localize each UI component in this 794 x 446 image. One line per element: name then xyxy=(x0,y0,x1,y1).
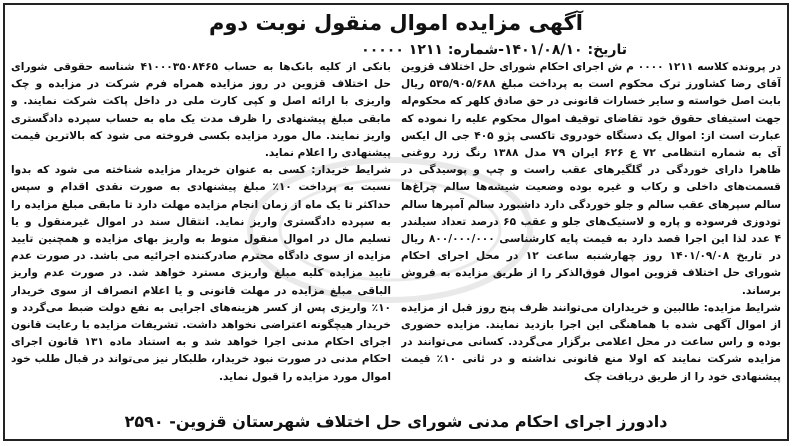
auction-notice xyxy=(3,3,789,441)
left-column xyxy=(11,59,391,407)
notice-signature: دادورز اجرای احکام مدنی شورای حل اختلاف شهرستان قزوین- ۲۵۹۰ xyxy=(124,412,668,431)
buyer-conditions-text: کسی به عنوان خریدار مزایده شناخته می شود که بدوا نسبت به پرداخت ۱۰٪ مبلغ پیشنهادی به صورت نقدی اقدام و سپس حداکثر تا یک ماه از زمان انجام مزایده مهلت دارد تا مابقی مبلغ مزایده را به سپرده دادگستری واریز نماید. انتقال سند در اموال غیرمنقول و یا تسلیم مال در اموال منقول منوط به واریز بهای مزایده و همچنین تایید مزایده از سوی دادگاه محترم صادرکننده اجرائیه می باشد. در صورت عدم تایید مزایده کلیه مبلغ واریزی مسترد خواهد شد. در صورت عدم واریز الباقی مبلغ مزایده در مهلت قانونی و یا اعلام انصراف از سوی خریدار ۱۰٪ واریزی پس از کسر هزینه‌های اجرایی به نفع دولت ضبط می‌گردد و خریدار هیچگونه اعتراضی نخواهد داشت. تشریفات مزایده با رعایت قانون اجرای احکام مدنی اجرا خواهد شد و به استناد ماده ۱۳۱ قانون اجرای احکام مدنی در صورت نبود خریدار، طلبکار نیز می‌تواند در قبال طلب خود اموال مورد مزایده را قبول نماید. xyxy=(11,164,391,383)
auction-conditions xyxy=(401,300,781,386)
notice-title: آگهی مزایده اموال منقول نوبت دوم xyxy=(208,11,583,35)
buyer-conditions-label: شرایط خریدار: xyxy=(311,164,391,177)
auction-conditions-label: شرایط مزایده: xyxy=(703,301,781,314)
buyer-conditions xyxy=(11,162,391,386)
notice-body xyxy=(11,59,781,407)
case-paragraph: در پرونده کلاسه ۱۲۱۱ ۰۰۰۰ م ش اجرای احکام شورای حل اختلاف قزوین آقای رضا کشاورز ترک محکوم است به پرداخت مبلغ ۵۳۵/۹۰۵/۶۸۸ ریال بابت اصل خواسته و سایر خسارات قانونی در حق صادق کلهر که محکوم‌له جهت استیفای حقوق خود تقاضای توقیف اموال محکوم علیه را نموده که عبارت است از: اموال یک دستگاه خودروی تاکسی پژو ۴۰۵ جی ال ایکس آی به شماره انتظامی ۷۲ ع ۶۲۶ ایران ۷۹ مدل ۱۳۸۸ رنگ زرد روغنی ظاهرا دارای خوردگی در گلگیرهای عقب راست و چپ و پوسیدگی در قسمت‌های داخلی و رکاب و غیره بوده وضعیت شیشه‌ها سالم چراغ‌ها سالم سپرهای عقب سالم و جلو خوردگی دارد داشبورد سالم آمپرها سالم تودوزی فرسوده و پاره و لاستیک‌های جلو و عقب ۶۵ درصد تعداد سیلندر ۴ عدد لذا این اجرا قصد دارد به قیمت پایه کارشناسی ۸۰۰/۰۰۰/۰۰۰ ریال در تاریخ ۱۴۰۱/۰۹/۰۸ روز چهارشنبه ساعت ۱۲ در محل اجرای احکام شورای حل اختلاف قزوین اموال فوق‌الذکر را از طریق مزایده به فروش برساند. xyxy=(401,61,781,297)
right-column xyxy=(401,59,781,407)
notice-date-number: تاریخ: ۱۴۰۱/۰۸/۱۰-شماره: ۱۲۱۱ ۰۰۰۰۰ xyxy=(361,42,627,58)
auction-conditions-text: طالبین و خریداران می‌توانند ظرف پنج روز قبل از مزایده از اموال آگهی شده با هماهنگی این اجرا بازدید نمایند. مزایده حضوری بوده و راس ساعت در محل اعلامی برگزار می‌گردد. کسانی می‌توانند در مزایده شرکت نمایند که اولا منع قانونی نداشته و در ثانی ۱۰٪ قیمت پیشنهادی خود را از طریق دریافت چک xyxy=(401,301,781,383)
payment-paragraph: بانکی از کلیه بانک‌ها به حساب ۴۱۰۰۰۳۵۰۸۴۶۵ شناسه حقوقی شورای حل اختلاف قزوین در روز مزایده همراه فرم شرکت در مزایده و چک واریزی با ارائه اصل و کپی کارت ملی در داخل پاکت شرکت نمایند. و مابقی مبلغ پیشنهادی را ظرف مدت یک ماه به حساب سپرده دادگستری واریز نمایند. مال مورد مزایده بکسی فروخته می شود که بالاترین قیمت پیشنهادی را اعلام نماید. xyxy=(11,61,391,160)
